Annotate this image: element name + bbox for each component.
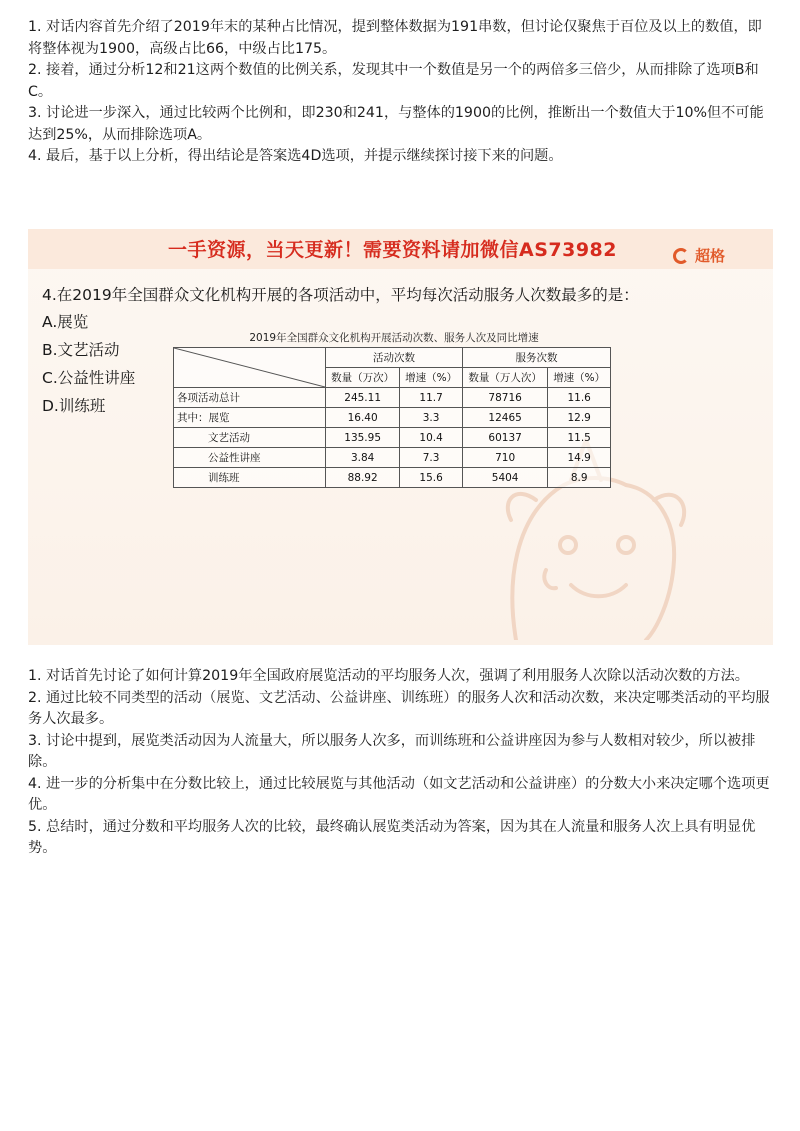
cell: 3.84 [326,448,400,468]
cell: 16.40 [326,408,400,428]
table-header-row [174,348,611,368]
data-table-block [171,329,617,488]
summary-top-item: 3. 讨论进一步深入，通过比较两个比例和，即230和241，与整体的1900的比例，推断出一个数值大于10%但不可能达到25%，从而排除选项A。 [28,105,764,143]
row-label: 文艺活动 [174,428,326,448]
row-label: 公益性讲座 [174,448,326,468]
row-label: 训练班 [174,468,326,488]
summary-bottom-item: 1. 对话首先讨论了如何计算2019年全国政府展览活动的平均服务人次，强调了利用服务人次除以活动次数的方法。 [28,668,749,684]
cell: 11.6 [548,388,611,408]
cell: 12465 [462,408,547,428]
cell: 135.95 [326,428,400,448]
summary-top-item: 2. 接着，通过分析12和21这两个数值的比例关系，发现其中一个数值是另一个的两倍多三倍少，从而排除了选项B和C。 [28,62,759,100]
subheader-cell: 数量（万人次） [462,368,547,388]
cell: 8.9 [548,468,611,488]
cell: 60137 [462,428,547,448]
cell: 245.11 [326,388,400,408]
option-b: B.文艺活动 [42,341,120,359]
data-table [173,347,611,488]
table-row [174,448,611,468]
summary-bottom-item: 4. 进一步的分析集中在分数比较上，通过比较展览与其他活动（如文艺活动和公益讲座）的分数大小来决定哪个选项更优。 [28,775,770,813]
summary-top-item: 4. 最后，基于以上分析，得出结论是答案选4D选项，并提示继续探讨接下来的问题。 [28,148,563,164]
summary-top-item: 1. 对话内容首先介绍了2019年末的某种占比情况，提到整体数据为191串数，但讨论仅聚焦于百位及以上的数值，即将整体视为1900，高级占比66，中级占比175。 [28,19,762,57]
cell: 14.9 [548,448,611,468]
table-row [174,408,611,428]
subheader-cell: 数量（万次） [326,368,400,388]
cell: 11.5 [548,428,611,448]
cell: 15.6 [400,468,463,488]
question-text: 4.在2019年全国群众文化机构开展的各项活动中，平均每次活动服务人次数最多的是： [42,286,639,304]
cell: 11.7 [400,388,463,408]
option-c: C.公益性讲座 [42,369,136,387]
subheader-cell: 增速（%） [400,368,463,388]
cell: 710 [462,448,547,468]
table-caption: 2019年全国群众文化机构开展活动次数、服务人次及同比增速 [249,332,539,344]
row-label: 其中：展览 [174,408,326,428]
header-activity-count: 活动次数 [326,348,463,368]
slide-top-edge [28,205,773,229]
cell: 3.3 [400,408,463,428]
summary-bottom-item: 5. 总结时，通过分数和平均服务人次的比较，最终确认展览类活动为答案，因为其在人流量和服务人次上具有明显优势。 [28,818,756,856]
cell: 88.92 [326,468,400,488]
option-d: D.训练班 [42,397,106,415]
table-corner-cell [174,348,326,388]
diagonal-line-icon [174,348,325,387]
header-service-count: 服务次数 [462,348,610,368]
row-label: 各项活动总计 [174,388,326,408]
table-row [174,468,611,488]
cell: 10.4 [400,428,463,448]
table-row [174,428,611,448]
option-a: A.展览 [42,313,89,331]
table-row [174,388,611,408]
cell: 12.9 [548,408,611,428]
subheader-cell: 增速（%） [548,368,611,388]
logo-icon [673,248,689,264]
cell: 78716 [462,388,547,408]
summary-bottom-item: 3. 讨论中提到，展览类活动因为人流量大，所以服务人次多，而训练班和公益讲座因为参与人数相对较少，所以被排除。 [28,732,756,770]
lecture-slide [28,205,773,645]
summary-bottom [28,666,773,860]
cell: 7.3 [400,448,463,468]
logo-text: 超格 [694,247,725,265]
summary-bottom-item: 2. 通过比较不同类型的活动（展览、文艺活动、公益讲座、训练班）的服务人次和活动次数，来决定哪类活动的平均服务人次最多。 [28,689,770,727]
banner-text: 一手资源，当天更新！需要资料请加微信AS73982 [168,239,617,261]
cell: 5404 [462,468,547,488]
summary-top [28,17,773,168]
brand-logo [673,245,725,266]
answer-options [42,308,135,420]
